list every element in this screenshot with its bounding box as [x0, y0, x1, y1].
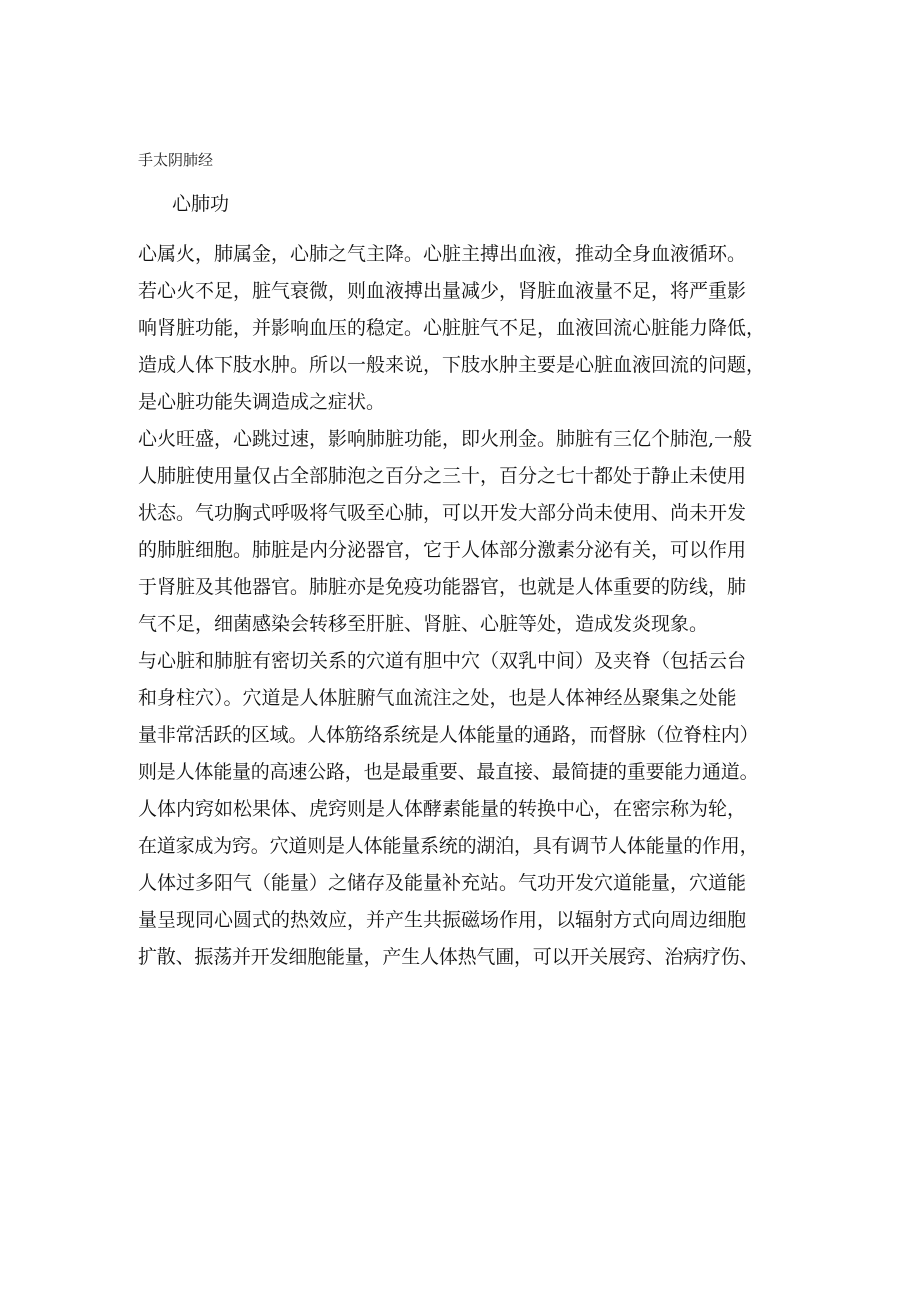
text-line: 若心火不足，脏气衰微，则血液搏出量减少，肾脏血液量不足，将严重影: [138, 280, 747, 302]
text-line: 心属火，肺属金，心肺之气主降。心脏主搏出血液，推动全身血液循环。: [138, 243, 747, 265]
text-line: 人体内窍如松果体、虎窍则是人体酵素能量的转换中心，在密宗称为轮，: [138, 798, 747, 820]
text-line: 的肺脏细胞。肺脏是内分泌器官，它于人体部分激素分泌有关，可以作用: [138, 539, 747, 561]
body-text: [138, 236, 798, 976]
text-line: 响肾脏功能，并影响血压的稳定。心脏脏气不足，血液回流心脏能力降低，: [138, 317, 766, 339]
text-line: 与心脏和肺脏有密切关系的穴道有胆中穴（双乳中间）及夹脊（包括云台: [138, 650, 747, 672]
text-line: 造成人体下肢水肿。所以一般来说，下肢水肿主要是心脏血液回流的问题，: [138, 354, 766, 376]
page-header-label: 手太阴肺经: [138, 151, 214, 169]
text-line: 扩散、振荡并开发细胞能量，产生人体热气圃，可以开关展窍、治病疗伤、: [138, 946, 759, 968]
section-title: 心肺功: [172, 193, 230, 215]
text-line: 于肾脏及其他器官。肺脏亦是免疫功能器官，也就是人体重要的防线，肺: [138, 576, 747, 598]
text-line: 是心脏功能失调造成之症状。: [138, 391, 386, 413]
text-line: 人体过多阳气（能量）之储存及能量补充站。气功开发穴道能量，穴道能: [138, 872, 747, 894]
text-line: 在道家成为窍。穴道则是人体能量系统的湖泊，具有调节人体能量的作用，: [138, 835, 759, 857]
text-line: 状态。气功胸式呼吸将气吸至心肺，可以开发大部分尚未使用、尚未开发: [138, 502, 747, 524]
text-line: 量呈现同心圆式的热效应，并产生共振磁场作用，以辐射方式向周边细胞: [138, 909, 747, 931]
text-line: 气不足，细菌感染会转移至肝脏、肾脏、心脏等处，造成发炎现象。: [138, 613, 709, 635]
text-line: 心火旺盛，心跳过速，影响肺脏功能，即火刑金。肺脏有三亿个肺泡,一般: [138, 428, 753, 450]
text-line: 人肺脏使用量仅占全部肺泡之百分之三十，百分之七十都处于静止未使用: [138, 465, 747, 487]
text-line: 则是人体能量的高速公路，也是最重要、最直接、最简捷的重要能力通道。: [138, 761, 759, 783]
text-line: 和身柱穴）。穴道是人体脏腑气血流注之处，也是人体神经丛聚集之处能: [138, 687, 737, 709]
text-line: 量非常活跃的区域。人体筋络系统是人体能量的通路，而督脉（位脊柱内）: [138, 724, 759, 746]
